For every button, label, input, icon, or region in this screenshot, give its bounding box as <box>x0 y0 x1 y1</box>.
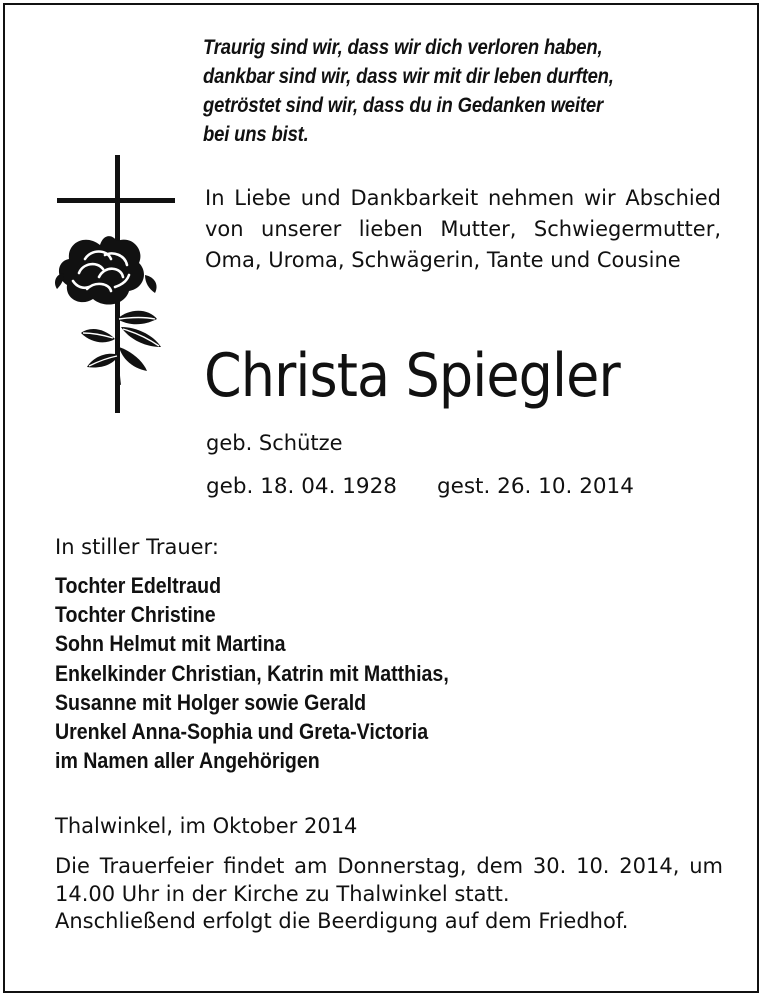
poem-line: dankbar sind wir, dass wir mit dir leben durften, <box>203 64 614 88</box>
burial-text: Anschließend erfolgt die Beerdigung auf dem Friedhof. <box>55 909 629 933</box>
obituary-frame <box>3 3 759 993</box>
funeral-text: Die Trauerfeier findet am Donnerstag, dem 30. 10. 2014, um 14.00 Uhr in der Kirche zu Thalwinkel statt. <box>55 854 723 906</box>
mourners-list <box>55 571 594 775</box>
mourner-line: Sohn Helmut mit Martina <box>55 631 286 657</box>
mourner-line: Enkelkinder Christian, Katrin mit Matthias, <box>55 660 449 686</box>
birth-date: geb. 18. 04. 1928 <box>206 474 397 499</box>
mourner-line: im Namen aller Angehörigen <box>55 748 320 774</box>
maiden-name: geb. Schütze <box>206 431 343 455</box>
rose-icon <box>45 215 195 390</box>
mourner-line: Susanne mit Holger sowie Gerald <box>55 689 367 715</box>
cross-bar <box>57 198 175 203</box>
funeral-info <box>55 853 723 936</box>
deceased-name: Christa Spiegler <box>204 341 620 411</box>
mourner-line: Tochter Edeltraud <box>55 573 222 598</box>
death-date: gest. 26. 10. 2014 <box>436 474 634 499</box>
life-dates <box>206 471 634 503</box>
poem-line: getröstet sind wir, dass du in Gedanken weiter <box>203 93 604 117</box>
poem-line: Traurig sind wir, dass wir dich verloren haben, <box>203 35 603 59</box>
mourning-label: In stiller Trauer: <box>55 535 219 559</box>
poem <box>203 33 650 149</box>
mourner-line: Tochter Christine <box>55 602 216 628</box>
poem-line: bei uns bist. <box>203 122 309 146</box>
place-date: Thalwinkel, im Oktober 2014 <box>55 814 358 838</box>
intro-text: In Liebe und Dankbarkeit nehmen wir Abschied von unserer lieben Mutter, Schwiegermutter, Oma, Uroma, Schwägerin, Tante und Cousine <box>205 186 721 272</box>
mourner-line: Urenkel Anna-Sophia und Greta-Victoria <box>55 719 429 745</box>
